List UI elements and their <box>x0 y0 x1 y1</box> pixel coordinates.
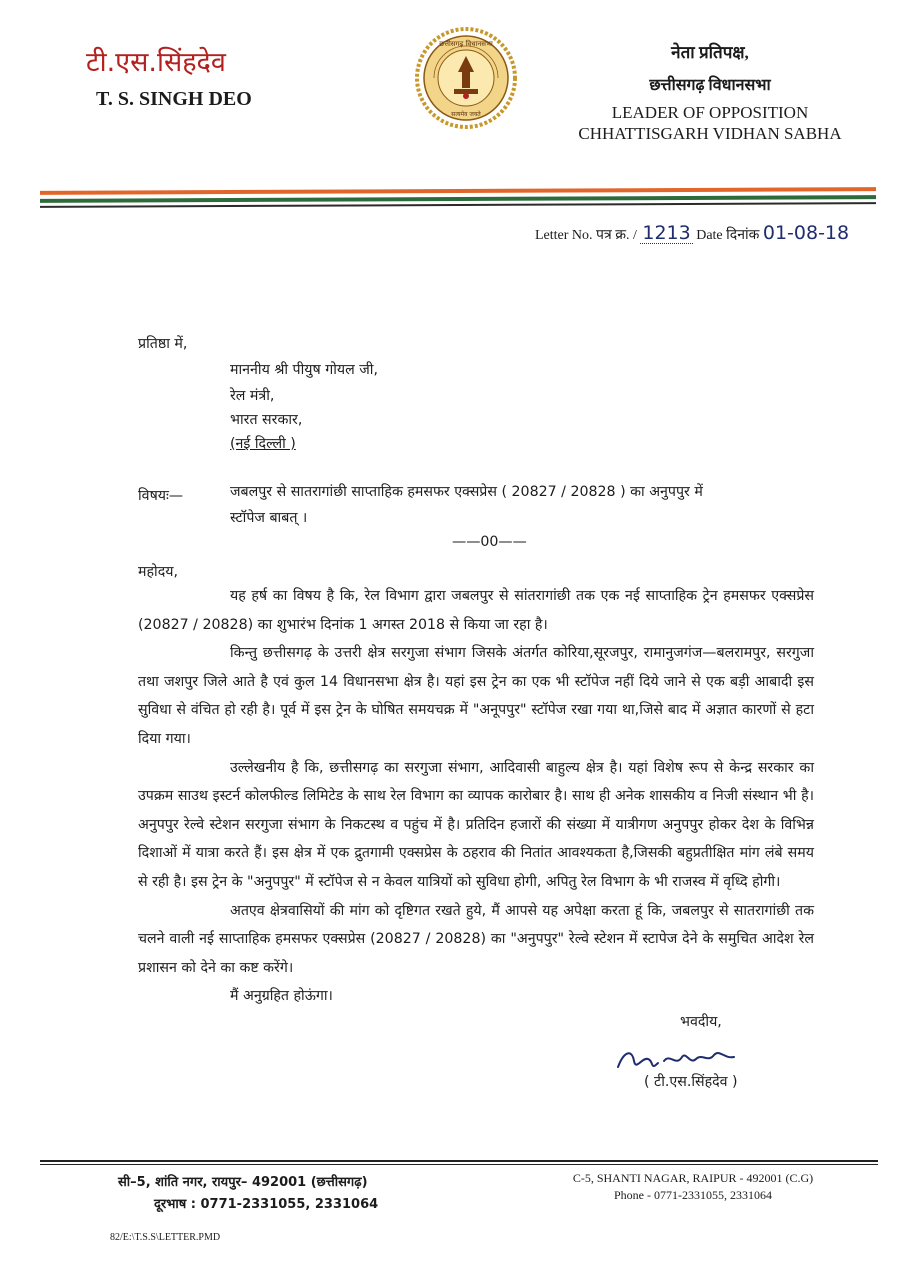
stripe-black <box>40 202 876 208</box>
letter-body <box>138 582 814 1011</box>
closing-line: मैं अनुग्रहित होऊंगा। <box>230 988 333 1005</box>
footer-phone-hindi: दूरभाष : 0771-2331055, 2331064 <box>154 1197 379 1212</box>
date-value: 01-08-18 <box>762 222 850 244</box>
footer-english <box>528 1170 858 1204</box>
stripe-orange <box>40 187 876 195</box>
subject-separator: ——00—— <box>452 534 527 550</box>
house-hindi: छत्तीसगढ़ विधानसभा <box>649 77 771 94</box>
footer-rule <box>40 1160 878 1162</box>
designation-block <box>540 40 880 144</box>
stripe-green <box>40 195 876 203</box>
file-reference: 82/E:\T.S.S\LETTER.PMD <box>110 1232 221 1243</box>
sender-name-english: T. S. SINGH DEO <box>96 88 252 110</box>
seal-text-bottom: सत्यमेव जयते <box>451 111 481 118</box>
body-paragraph: किन्तु छत्तीसगढ़ के उत्तरी क्षेत्र सरगुजा संभाग जिसके अंतर्गत कोरिया,सूरजपुर, रामानुजगंज—बलरामपुर, सरगुजा तथा जशपुर जिले आते है एवं कुल 14 विधानसभा क्षेत्र है। यहां इस ट्रेन का एक भी स्टॉपेज नहीं दिये जाने से एक बड़ी आबादी इस सुविधा से वंचित हो रही है। पूर्व में इस ट्रेन के घोषित समयचक्र में "अनूपपुर" स्टॉपेज रखा गया था,जिसे बाद में अज्ञात कारणों से हटा दिया गया। <box>138 645 814 747</box>
footer-rule-thin <box>40 1164 878 1165</box>
sender-name-hindi: टी.एस.सिंहदेव <box>86 47 226 78</box>
letter-number-label: Letter No. पत्र क्र. / <box>535 228 637 243</box>
house-english: CHHATTISGARH VIDHAN SABHA <box>578 124 842 143</box>
footer-hindi <box>118 1172 378 1216</box>
letter-reference <box>535 222 849 244</box>
greeting: महोदय, <box>138 564 178 580</box>
body-paragraph: उल्लेखनीय है कि, छत्तीसगढ़ का सरगुजा संभाग, आदिवासी बाहुल्य क्षेत्र है। यहां विशेष रूप से केन्द्र सरकार का उपक्रम साउथ इस्टर्न कोलफील्ड लिमिटेड के साथ रेल विभाग का व्यापक कारोबार है। साथ ही अनेक शासकीय व निजी संस्थान भी है। अनुपपुर रेल्वे स्टेशन सरगुजा संभाग के निकटस्थ व पहुंच में है। प्रतिदिन हजारों की संख्या में यात्रीगण अनुपपुर होकर देश के विभिन्न दिशाओं में यात्रा करते हैं। इस क्षेत्र में एक द्रुतगामी एक्सप्रेस के ठहराव की नितांत आवश्यकता है,जिसकी बहुप्रतीक्षित मांग लंबे समय से रही है। इस ट्रेन के "अनुपपुर" में स्टॉपेज से न केवल यात्रियों को सुविधा होगी, अपितु रेल विभाग के भी राजस्व में वृध्दि होगी। <box>138 759 814 890</box>
body-paragraph: अतएव क्षेत्रवासियों की मांग को दृष्टिगत रखते हुये, मैं आपसे यह अपेक्षा करता हूं कि, जबलपुर से सातरागांछी तक चलने वाली नई साप्ताहिक हमसफर एक्सप्रेस (20827 / 20828) का "अनुपपुर" रेल्वे स्टेशन में स्टापेज देने के समुचित आदेश रेल प्रशासन को देने का कष्ट करेंगे। <box>138 902 814 976</box>
subject-label: विषयः— <box>138 488 184 504</box>
signer-name: ( टी.एस.सिंहदेव ) <box>644 1074 738 1090</box>
seal-text-top: छत्तीसगढ़ विधानसभा <box>439 40 493 48</box>
yours-faithfully: भवदीय, <box>680 1014 722 1030</box>
subject-line-1: जबलपुर से सातरागांछी साप्ताहिक हमसफर एक्सप्रेस ( 20827 / 20828 ) का अनुपपुर में <box>230 484 703 500</box>
body-paragraph: यह हर्ष का विषय है कि, रेल विभाग द्वारा जबलपुर से सांतरागांछी तक एक नई साप्ताहिक ट्रेन हमसफर एक्सप्रेस (20827 / 20828) का शुभारंभ दिनांक 1 अगस्त 2018 से किया जा रहा है। <box>138 588 814 633</box>
address-line: रेल मंत्री, <box>230 388 275 404</box>
address-salutation: प्रतिष्ठा में, <box>138 336 188 352</box>
designation-english: LEADER OF OPPOSITION <box>611 103 809 122</box>
designation-hindi: नेता प्रतिपक्ष, <box>671 43 749 62</box>
footer-address-english: C-5, SHANTI NAGAR, RAIPUR - 492001 (C.G) <box>572 1171 814 1185</box>
vidhan-sabha-seal <box>414 26 518 130</box>
date-label: Date दिनांक <box>696 228 760 243</box>
letter-number-value: 1213 <box>642 222 691 244</box>
address-line: माननीय श्री पीयुष गोयल जी, <box>230 362 378 378</box>
footer-phone-english: Phone - 0771-2331055, 2331064 <box>614 1188 772 1202</box>
address-city: (नई दिल्ली ) <box>230 436 296 452</box>
footer-address-hindi: सी–5, शांति नगर, रायपुर– 492001 (छत्तीसगढ़) <box>118 1175 368 1190</box>
address-line: भारत सरकार, <box>230 412 303 428</box>
subject-line-2: स्टॉपेज बाबत् । <box>230 510 308 526</box>
